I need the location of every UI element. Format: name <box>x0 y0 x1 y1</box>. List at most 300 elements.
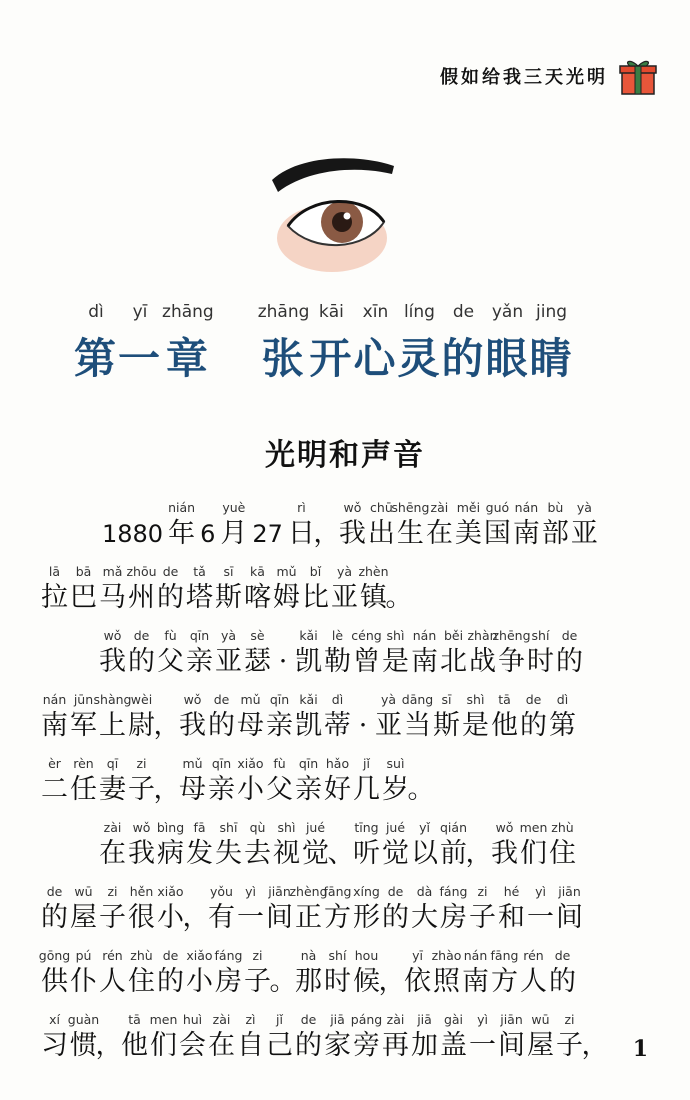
ruby-char <box>236 884 265 934</box>
ruby-char <box>327 820 355 870</box>
ruby-char <box>381 820 410 870</box>
ruby-char <box>214 948 243 998</box>
ruby-char <box>95 1012 123 1062</box>
hanzi: 人 <box>99 966 126 997</box>
hanzi: 喀 <box>244 582 271 613</box>
hanzi: 南 <box>462 966 489 997</box>
ruby-char <box>313 500 341 550</box>
hanzi: 南 <box>411 646 438 677</box>
pinyin: zhèn <box>358 564 389 579</box>
pinyin: de <box>387 884 404 899</box>
hanzi: 一 <box>469 1030 496 1061</box>
hanzi: 时 <box>324 966 351 997</box>
hanzi: 塔 <box>186 582 213 613</box>
hanzi: 仆 <box>70 966 97 997</box>
hanzi: 6 <box>200 520 216 548</box>
ruby-char <box>410 628 439 678</box>
ruby-char <box>294 1012 323 1062</box>
hanzi: 间 <box>556 902 583 933</box>
ruby-char <box>352 692 374 742</box>
chapter-hanzi: 张 <box>261 334 306 383</box>
ruby-char <box>93 692 132 742</box>
ruby-char <box>454 500 483 550</box>
ruby-char <box>127 756 156 806</box>
pinyin: pú <box>75 948 92 963</box>
hanzi: ， <box>182 902 210 933</box>
hanzi: 曾 <box>353 646 380 677</box>
ruby-char <box>352 948 381 998</box>
ruby-char <box>555 1012 584 1062</box>
hanzi: 房 <box>440 902 467 933</box>
ruby-char <box>40 692 69 742</box>
pinyin: měi <box>456 500 481 515</box>
ruby-char <box>272 564 301 614</box>
ruby-char <box>265 1012 294 1062</box>
ruby-char <box>410 884 439 934</box>
pinyin: bìng <box>156 820 185 835</box>
pinyin: nà <box>300 948 317 963</box>
pinyin: nián <box>168 500 196 515</box>
ruby-char <box>519 948 548 998</box>
pinyin: gài <box>443 1012 464 1027</box>
hanzi: 姆 <box>273 582 300 613</box>
ruby-char <box>492 628 531 678</box>
pinyin: mǔ <box>240 692 261 707</box>
text-line <box>40 1012 640 1062</box>
pinyin: de <box>162 948 179 963</box>
pinyin: nán <box>463 948 488 963</box>
ruby-char <box>69 756 98 806</box>
ruby-char <box>185 948 214 998</box>
pinyin: běi <box>443 628 464 643</box>
pinyin: yǒu <box>210 884 233 899</box>
hanzi: 大 <box>411 902 438 933</box>
hanzi: 习 <box>41 1030 68 1061</box>
ruby-char <box>407 756 435 806</box>
pinyin: zhù <box>130 948 153 963</box>
hanzi: 亲 <box>186 646 213 677</box>
hanzi: 凯 <box>295 710 322 741</box>
ruby-char <box>439 628 468 678</box>
pinyin: yà <box>576 500 592 515</box>
hanzi: 南 <box>41 710 68 741</box>
ruby-char <box>323 948 352 998</box>
hanzi: 的 <box>208 710 235 741</box>
hanzi: 我 <box>128 838 155 869</box>
pinyin: shì <box>277 820 296 835</box>
ruby-char <box>69 948 98 998</box>
pinyin: yuè <box>222 500 246 515</box>
ruby-char <box>287 500 316 550</box>
hanzi: 好 <box>324 774 351 805</box>
ruby-char <box>439 820 468 870</box>
pinyin: gōng <box>38 948 71 963</box>
ruby-char <box>269 948 297 998</box>
pinyin: yī <box>412 948 423 963</box>
pinyin: suì <box>386 756 405 771</box>
ruby-char <box>439 884 468 934</box>
pinyin: wǒ <box>132 820 151 835</box>
pinyin: zài <box>103 820 122 835</box>
hanzi: 听 <box>353 838 380 869</box>
chapter-heading <box>74 302 634 386</box>
hanzi: 在 <box>425 518 453 549</box>
hanzi: 亚 <box>331 582 358 613</box>
hanzi: 亚 <box>375 710 402 741</box>
pinyin: kā <box>250 564 265 579</box>
hanzi: 。 <box>385 582 413 613</box>
pinyin: yì <box>535 884 546 899</box>
hanzi: 亲 <box>208 774 235 805</box>
hanzi: 们 <box>150 1030 177 1061</box>
ruby-char <box>294 628 323 678</box>
hanzi: 屋 <box>70 902 97 933</box>
pinyin: wū <box>74 884 93 899</box>
hanzi: 瑟 <box>244 646 271 677</box>
hanzi: 美 <box>454 518 482 549</box>
hanzi: 斯 <box>433 710 460 741</box>
ruby-char <box>548 692 577 742</box>
pinyin: de <box>46 884 63 899</box>
pinyin: kǎi <box>299 628 318 643</box>
pinyin: shí <box>531 628 550 643</box>
pinyin: jué <box>305 820 326 835</box>
hanzi: 生 <box>396 518 424 549</box>
hanzi: 是 <box>382 646 409 677</box>
hanzi: 1880 <box>102 520 164 548</box>
chapter-hanzi: 章 <box>165 334 210 383</box>
ruby-char <box>468 1012 497 1062</box>
chapter-pinyin: zhāng <box>162 302 214 322</box>
gift-box-icon <box>618 56 658 96</box>
ruby-char <box>381 756 410 806</box>
chapter-pinyin: de <box>452 302 475 322</box>
hanzi: 以 <box>411 838 438 869</box>
ruby-char <box>178 1012 207 1062</box>
chapter-char <box>309 302 353 386</box>
chapter-char <box>118 302 162 386</box>
pinyin: jiān <box>500 1012 523 1027</box>
hanzi: 正 <box>295 902 322 933</box>
pinyin: shí <box>328 948 347 963</box>
chapter-char <box>258 302 310 386</box>
hanzi: 那 <box>295 966 322 997</box>
hanzi: 供 <box>41 966 68 997</box>
ruby-char <box>548 820 577 870</box>
pinyin: hou <box>354 948 379 963</box>
hanzi: 屋 <box>527 1030 554 1061</box>
ruby-char <box>243 628 272 678</box>
ruby-char <box>127 628 156 678</box>
chapter-hanzi: 灵 <box>397 334 442 383</box>
pinyin: rén <box>102 948 123 963</box>
pinyin: bǐ <box>309 564 322 579</box>
pinyin: zi <box>107 884 118 899</box>
pinyin: rì <box>297 500 306 515</box>
hanzi: 上 <box>99 710 126 741</box>
ruby-char <box>207 884 236 934</box>
pinyin: zi <box>252 948 263 963</box>
hanzi: 尉 <box>128 710 155 741</box>
pinyin: zi <box>564 1012 575 1027</box>
pinyin: jǐ <box>363 756 370 771</box>
hanzi: 妻 <box>99 774 126 805</box>
hanzi: ， <box>313 518 341 549</box>
hanzi: 几 <box>353 774 380 805</box>
hanzi: 的 <box>157 582 184 613</box>
hanzi: 第 <box>549 710 576 741</box>
hanzi: 。 <box>269 966 297 997</box>
ruby-char <box>236 756 265 806</box>
hanzi: 再 <box>382 1030 409 1061</box>
chapter-char <box>441 302 485 386</box>
ruby-char <box>490 948 519 998</box>
pinyin: dì <box>331 692 344 707</box>
chapter-pinyin: zhāng <box>257 302 310 322</box>
ruby-char <box>156 820 185 870</box>
pinyin: xíng <box>353 884 380 899</box>
ruby-char <box>359 564 388 614</box>
hanzi: 的 <box>382 902 409 933</box>
ruby-char <box>243 820 272 870</box>
ruby-char <box>156 948 185 998</box>
ruby-char <box>248 500 287 550</box>
ruby-char <box>127 692 156 742</box>
hanzi: 镇 <box>360 582 387 613</box>
hanzi: 二 <box>41 774 68 805</box>
ruby-char <box>526 884 555 934</box>
hanzi: 亲 <box>266 710 293 741</box>
pinyin: de <box>213 692 230 707</box>
chapter-hanzi: 眼 <box>485 334 530 383</box>
ruby-char <box>236 1012 265 1062</box>
ruby-char <box>385 564 413 614</box>
ruby-char <box>323 884 352 934</box>
pinyin: bù <box>547 500 564 515</box>
pinyin: wèi <box>130 692 153 707</box>
ruby-char <box>207 1012 236 1062</box>
ruby-char <box>381 628 410 678</box>
pinyin: de <box>554 948 571 963</box>
pinyin: nán <box>412 628 437 643</box>
pinyin: zhào <box>431 948 462 963</box>
pinyin: nán <box>42 692 67 707</box>
pinyin: yǐ <box>419 820 430 835</box>
ruby-char <box>497 1012 526 1062</box>
pinyin: sī <box>223 564 234 579</box>
pinyin: wǒ <box>495 820 514 835</box>
hanzi: 住 <box>128 966 155 997</box>
pinyin: yà <box>380 692 397 707</box>
hanzi: 住 <box>549 838 576 869</box>
ruby-char <box>167 500 196 550</box>
pinyin: tīng <box>354 820 379 835</box>
hanzi: 房 <box>215 966 242 997</box>
ruby-char <box>69 1012 98 1062</box>
hanzi: 觉 <box>302 838 329 869</box>
ruby-char <box>352 1012 381 1062</box>
hanzi: ， <box>95 1030 123 1061</box>
pinyin: xiǎo <box>186 948 213 963</box>
pinyin: xí <box>49 1012 60 1027</box>
hanzi: 月 <box>220 518 248 549</box>
hanzi: 小 <box>157 902 184 933</box>
hanzi: 的 <box>41 902 68 933</box>
pinyin: fáng <box>214 948 243 963</box>
chapter-hanzi: 睛 <box>529 334 574 383</box>
hanzi: 北 <box>440 646 467 677</box>
pinyin: lè <box>331 628 344 643</box>
ruby-char <box>272 820 301 870</box>
hanzi: 间 <box>266 902 293 933</box>
ruby-char <box>207 756 236 806</box>
text-line <box>40 884 640 934</box>
hanzi: 当 <box>404 710 431 741</box>
ruby-char <box>127 820 156 870</box>
hanzi: 子 <box>556 1030 583 1061</box>
chapter-char <box>74 302 118 386</box>
hanzi: 旁 <box>353 1030 380 1061</box>
hanzi: 部 <box>541 518 569 549</box>
ruby-char <box>425 500 454 550</box>
ruby-char <box>570 500 599 550</box>
hanzi: 亚 <box>570 518 598 549</box>
ruby-char <box>439 1012 468 1062</box>
text-line <box>40 692 640 742</box>
chapter-char <box>530 302 574 386</box>
pinyin: qián <box>440 820 467 835</box>
hanzi: 方 <box>324 902 351 933</box>
text-line <box>40 628 690 678</box>
hanzi: 国 <box>483 518 511 549</box>
pinyin: tā <box>498 692 511 707</box>
hanzi: 亚 <box>215 646 242 677</box>
pinyin: tā <box>128 1012 141 1027</box>
pinyin: qīn <box>189 628 210 643</box>
ruby-char <box>69 884 98 934</box>
pinyin: zhàn <box>467 628 498 643</box>
ruby-char <box>40 756 69 806</box>
ruby-char <box>323 1012 352 1062</box>
pinyin: bā <box>75 564 92 579</box>
ruby-char <box>526 1012 555 1062</box>
pinyin: de <box>525 692 542 707</box>
hanzi: ， <box>153 774 181 805</box>
pinyin: yà <box>220 628 237 643</box>
pinyin: yà <box>336 564 353 579</box>
text-line <box>40 564 640 614</box>
ruby-char <box>243 564 272 614</box>
hanzi: 军 <box>70 710 97 741</box>
pinyin: zài <box>212 1012 231 1027</box>
hanzi: 前 <box>440 838 467 869</box>
pinyin: nán <box>514 500 539 515</box>
ruby-char <box>196 500 219 550</box>
hanzi: 发 <box>186 838 213 869</box>
pinyin: jiān <box>558 884 581 899</box>
ruby-char <box>374 692 403 742</box>
ruby-char <box>555 628 584 678</box>
pinyin: hé <box>503 884 520 899</box>
hanzi: 斯 <box>215 582 242 613</box>
hanzi: 我 <box>491 838 518 869</box>
hanzi: 己 <box>266 1030 293 1061</box>
ruby-char <box>214 628 243 678</box>
ruby-char <box>378 948 406 998</box>
hanzi: ， <box>378 966 406 997</box>
pinyin: zài <box>386 1012 405 1027</box>
text-line <box>40 948 640 998</box>
hanzi: 马 <box>99 582 126 613</box>
chapter-hanzi: 心 <box>353 334 398 383</box>
ruby-char <box>156 564 185 614</box>
ruby-char <box>272 628 294 678</box>
pinyin: fāng <box>323 884 352 899</box>
hanzi: 比 <box>302 582 329 613</box>
pinyin: céng <box>351 628 382 643</box>
chapter-pinyin: kāi <box>318 302 344 322</box>
pinyin: sī <box>441 692 452 707</box>
chapter-char <box>214 302 258 386</box>
pinyin: wǒ <box>343 500 362 515</box>
pinyin: xiǎo <box>157 884 184 899</box>
chapter-char <box>162 302 214 386</box>
pinyin: èr <box>48 756 61 771</box>
hanzi: 巴 <box>70 582 97 613</box>
hanzi: · <box>358 710 368 741</box>
ruby-char <box>432 692 461 742</box>
pinyin: men <box>149 1012 178 1027</box>
ruby-char <box>410 1012 439 1062</box>
pinyin: chū <box>370 500 393 515</box>
hanzi: 岁 <box>382 774 409 805</box>
ruby-char <box>403 948 432 998</box>
pinyin: jūn <box>73 692 94 707</box>
hanzi: 州 <box>128 582 155 613</box>
hanzi: 我 <box>99 646 126 677</box>
pinyin: yì <box>477 1012 488 1027</box>
hanzi: 母 <box>179 774 206 805</box>
ruby-char <box>98 948 127 998</box>
chapter-hanzi: 开 <box>309 334 354 383</box>
hanzi: 失 <box>215 838 242 869</box>
hanzi: 照 <box>433 966 460 997</box>
running-header <box>440 56 658 96</box>
ruby-char <box>156 884 185 934</box>
pinyin: zhēng <box>492 628 531 643</box>
hanzi: 去 <box>244 838 271 869</box>
hanzi: 、 <box>327 838 355 869</box>
hanzi: ， <box>581 1030 609 1061</box>
ruby-char <box>214 564 243 614</box>
ruby-char <box>265 692 294 742</box>
ruby-char <box>153 756 181 806</box>
chapter-hanzi: 第 <box>74 334 119 383</box>
ruby-char <box>265 756 294 806</box>
pinyin: dāng <box>401 692 434 707</box>
pinyin: qīn <box>211 756 232 771</box>
ruby-char <box>69 564 98 614</box>
ruby-char <box>352 820 381 870</box>
hanzi: 子 <box>469 902 496 933</box>
pinyin: guàn <box>67 1012 100 1027</box>
pinyin: qīn <box>298 756 319 771</box>
hanzi: 任 <box>70 774 97 805</box>
chapter-hanzi: 一 <box>118 334 163 383</box>
pinyin: hěn <box>129 884 154 899</box>
hanzi: 子 <box>244 966 271 997</box>
ruby-char <box>323 628 352 678</box>
